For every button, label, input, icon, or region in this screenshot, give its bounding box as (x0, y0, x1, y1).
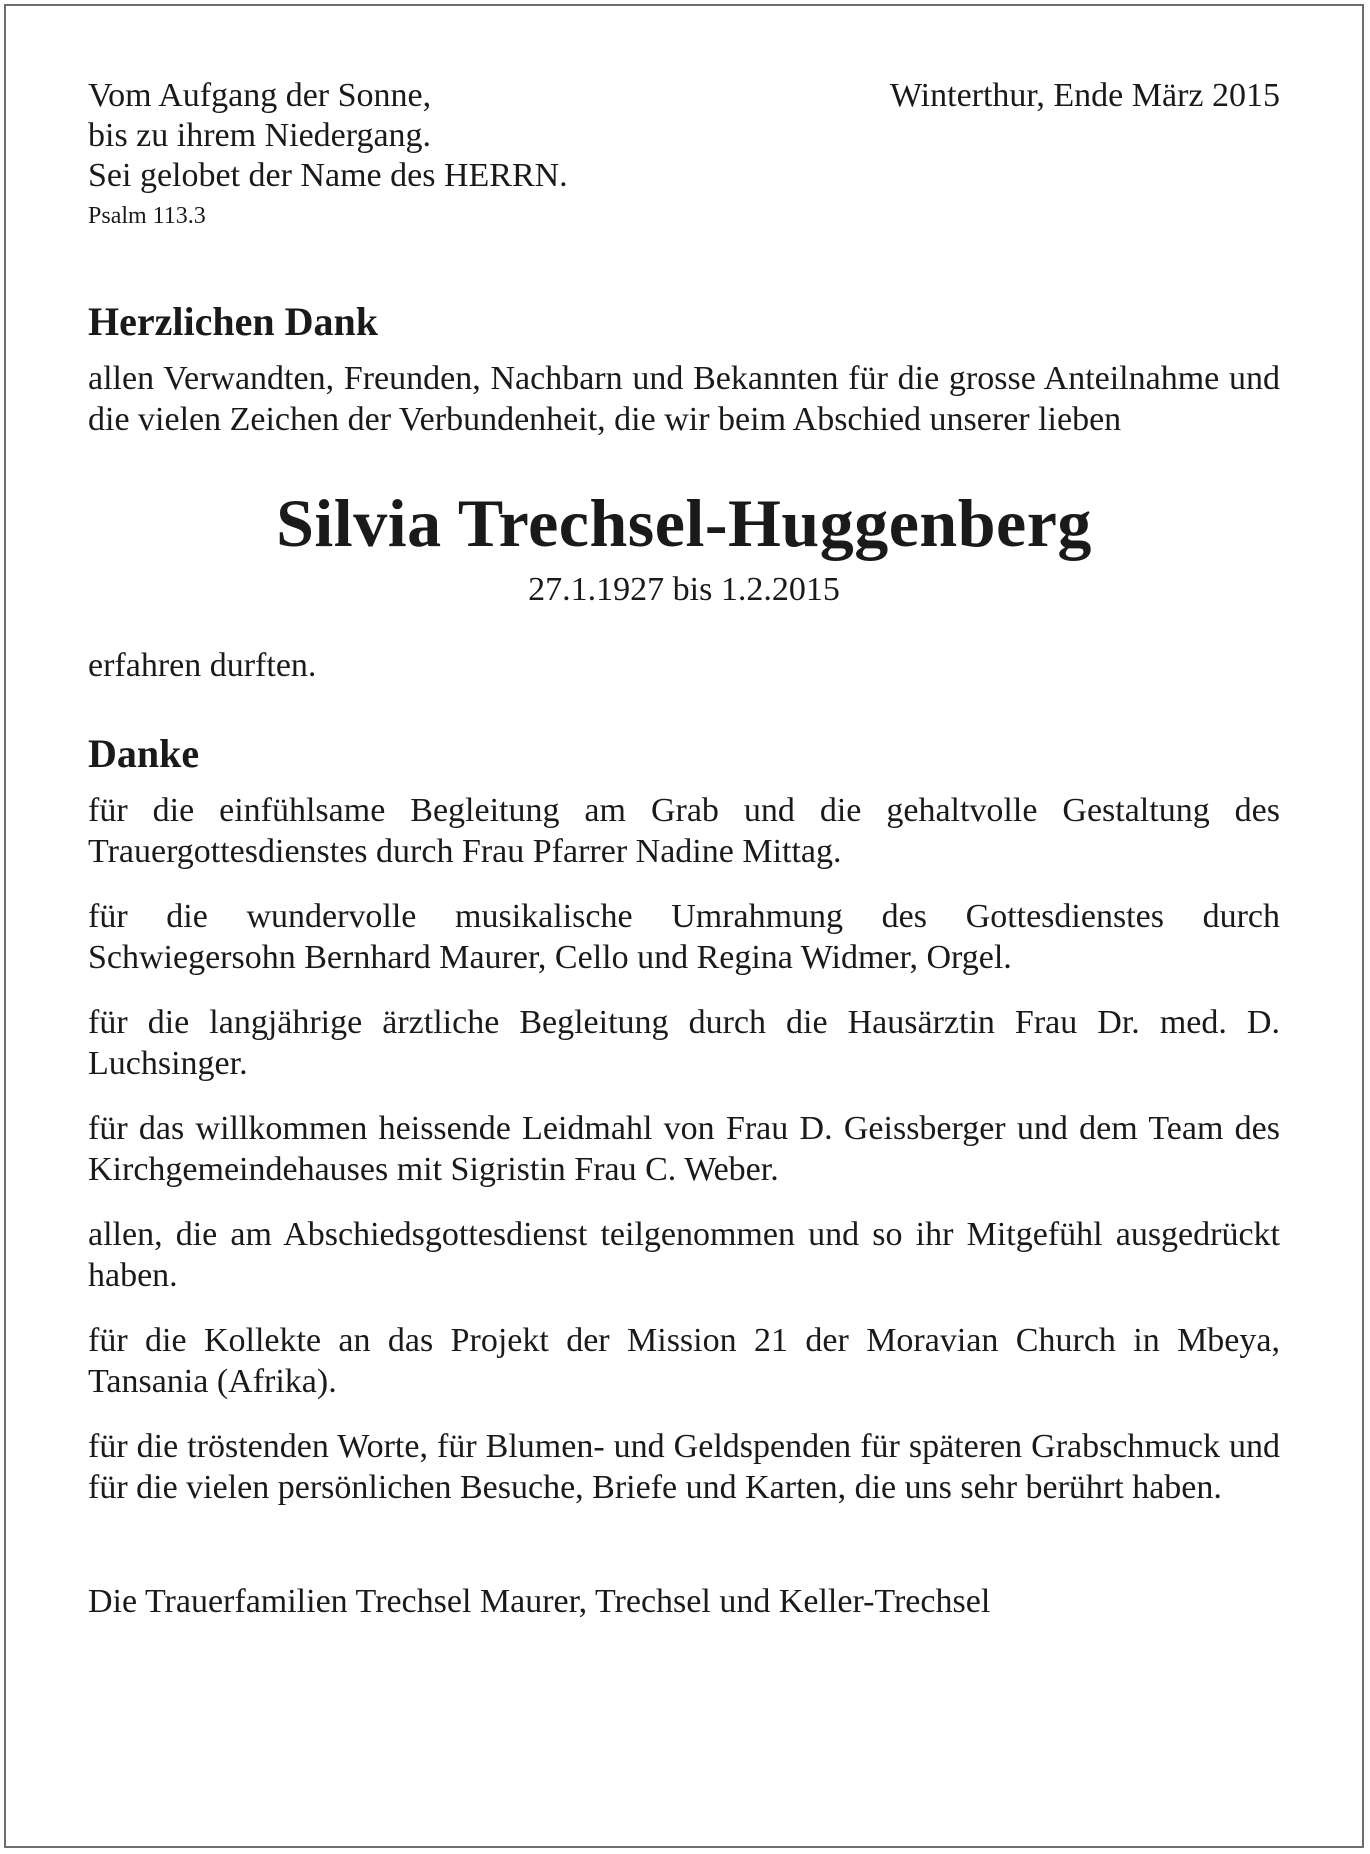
bible-verse-line: Vom Aufgang der Sonne, (88, 77, 432, 114)
bible-verse-line: Sei gelobet der Name des HERRN. (88, 157, 568, 194)
thanks-item: für die tröstenden Worte, für Blumen- und Geldspenden für späteren Grabschmuck und für die vielen persönlichen Besuche, Briefe und Karten, die uns sehr berührt haben. (88, 1428, 1280, 1506)
thanks-item: für die Kollekte an das Projekt der Mission 21 der Moravian Church in Mbeya, Tansania (Afrika). (88, 1322, 1280, 1400)
place-date: Winterthur, Ende März 2015 (889, 77, 1280, 114)
intro-paragraph: allen Verwandten, Freunden, Nachbarn und Bekannten für die grosse Anteilnahme und die vielen Zeichen der Verbundenheit, die wir beim Abschied unserer lieben (88, 360, 1280, 438)
family-signature: Die Trauerfamilien Trechsel Maurer, Trechsel und Keller-Trechsel (88, 1583, 991, 1620)
thanks-item: allen, die am Abschiedsgottesdienst teilgenommen und so ihr Mitgefühl ausgedrückt haben. (88, 1216, 1280, 1294)
thanks-item: für die langjährige ärztliche Begleitung durch die Hausärztin Frau Dr. med. D. Luchsinger. (88, 1004, 1280, 1082)
thanks-item: für die einfühlsame Begleitung am Grab und die gehaltvolle Gestaltung des Trauergottesdienstes durch Frau Pfarrer Nadine Mittag. (88, 792, 1280, 870)
bible-verse-line: bis zu ihrem Niedergang. (88, 117, 432, 154)
notice-header (88, 76, 1280, 234)
thanks-list (88, 790, 1280, 1508)
deceased-name: Silvia Trechsel-Huggenberg (276, 485, 1092, 561)
thanks-item: für das willkommen heissende Leidmahl von Frau D. Geissberger und dem Team des Kirchgemeindehauses mit Sigristin Frau C. Weber. (88, 1110, 1280, 1188)
heading-herzlichen-dank: Herzlichen Dank (88, 299, 378, 344)
thank-you-notice (88, 76, 1280, 1622)
closing-phrase: erfahren durften. (88, 647, 317, 684)
bible-verse-reference: Psalm 113.3 (88, 203, 206, 229)
life-dates: 27.1.1927 bis 1.2.2015 (528, 571, 840, 608)
bible-verse (88, 76, 568, 234)
heading-danke: Danke (88, 731, 200, 776)
thanks-item: für die wundervolle musikalische Umrahmung des Gottesdienstes durch Schwiegersohn Bernhard Maurer, Cello und Regina Widmer, Orgel. (88, 898, 1280, 976)
